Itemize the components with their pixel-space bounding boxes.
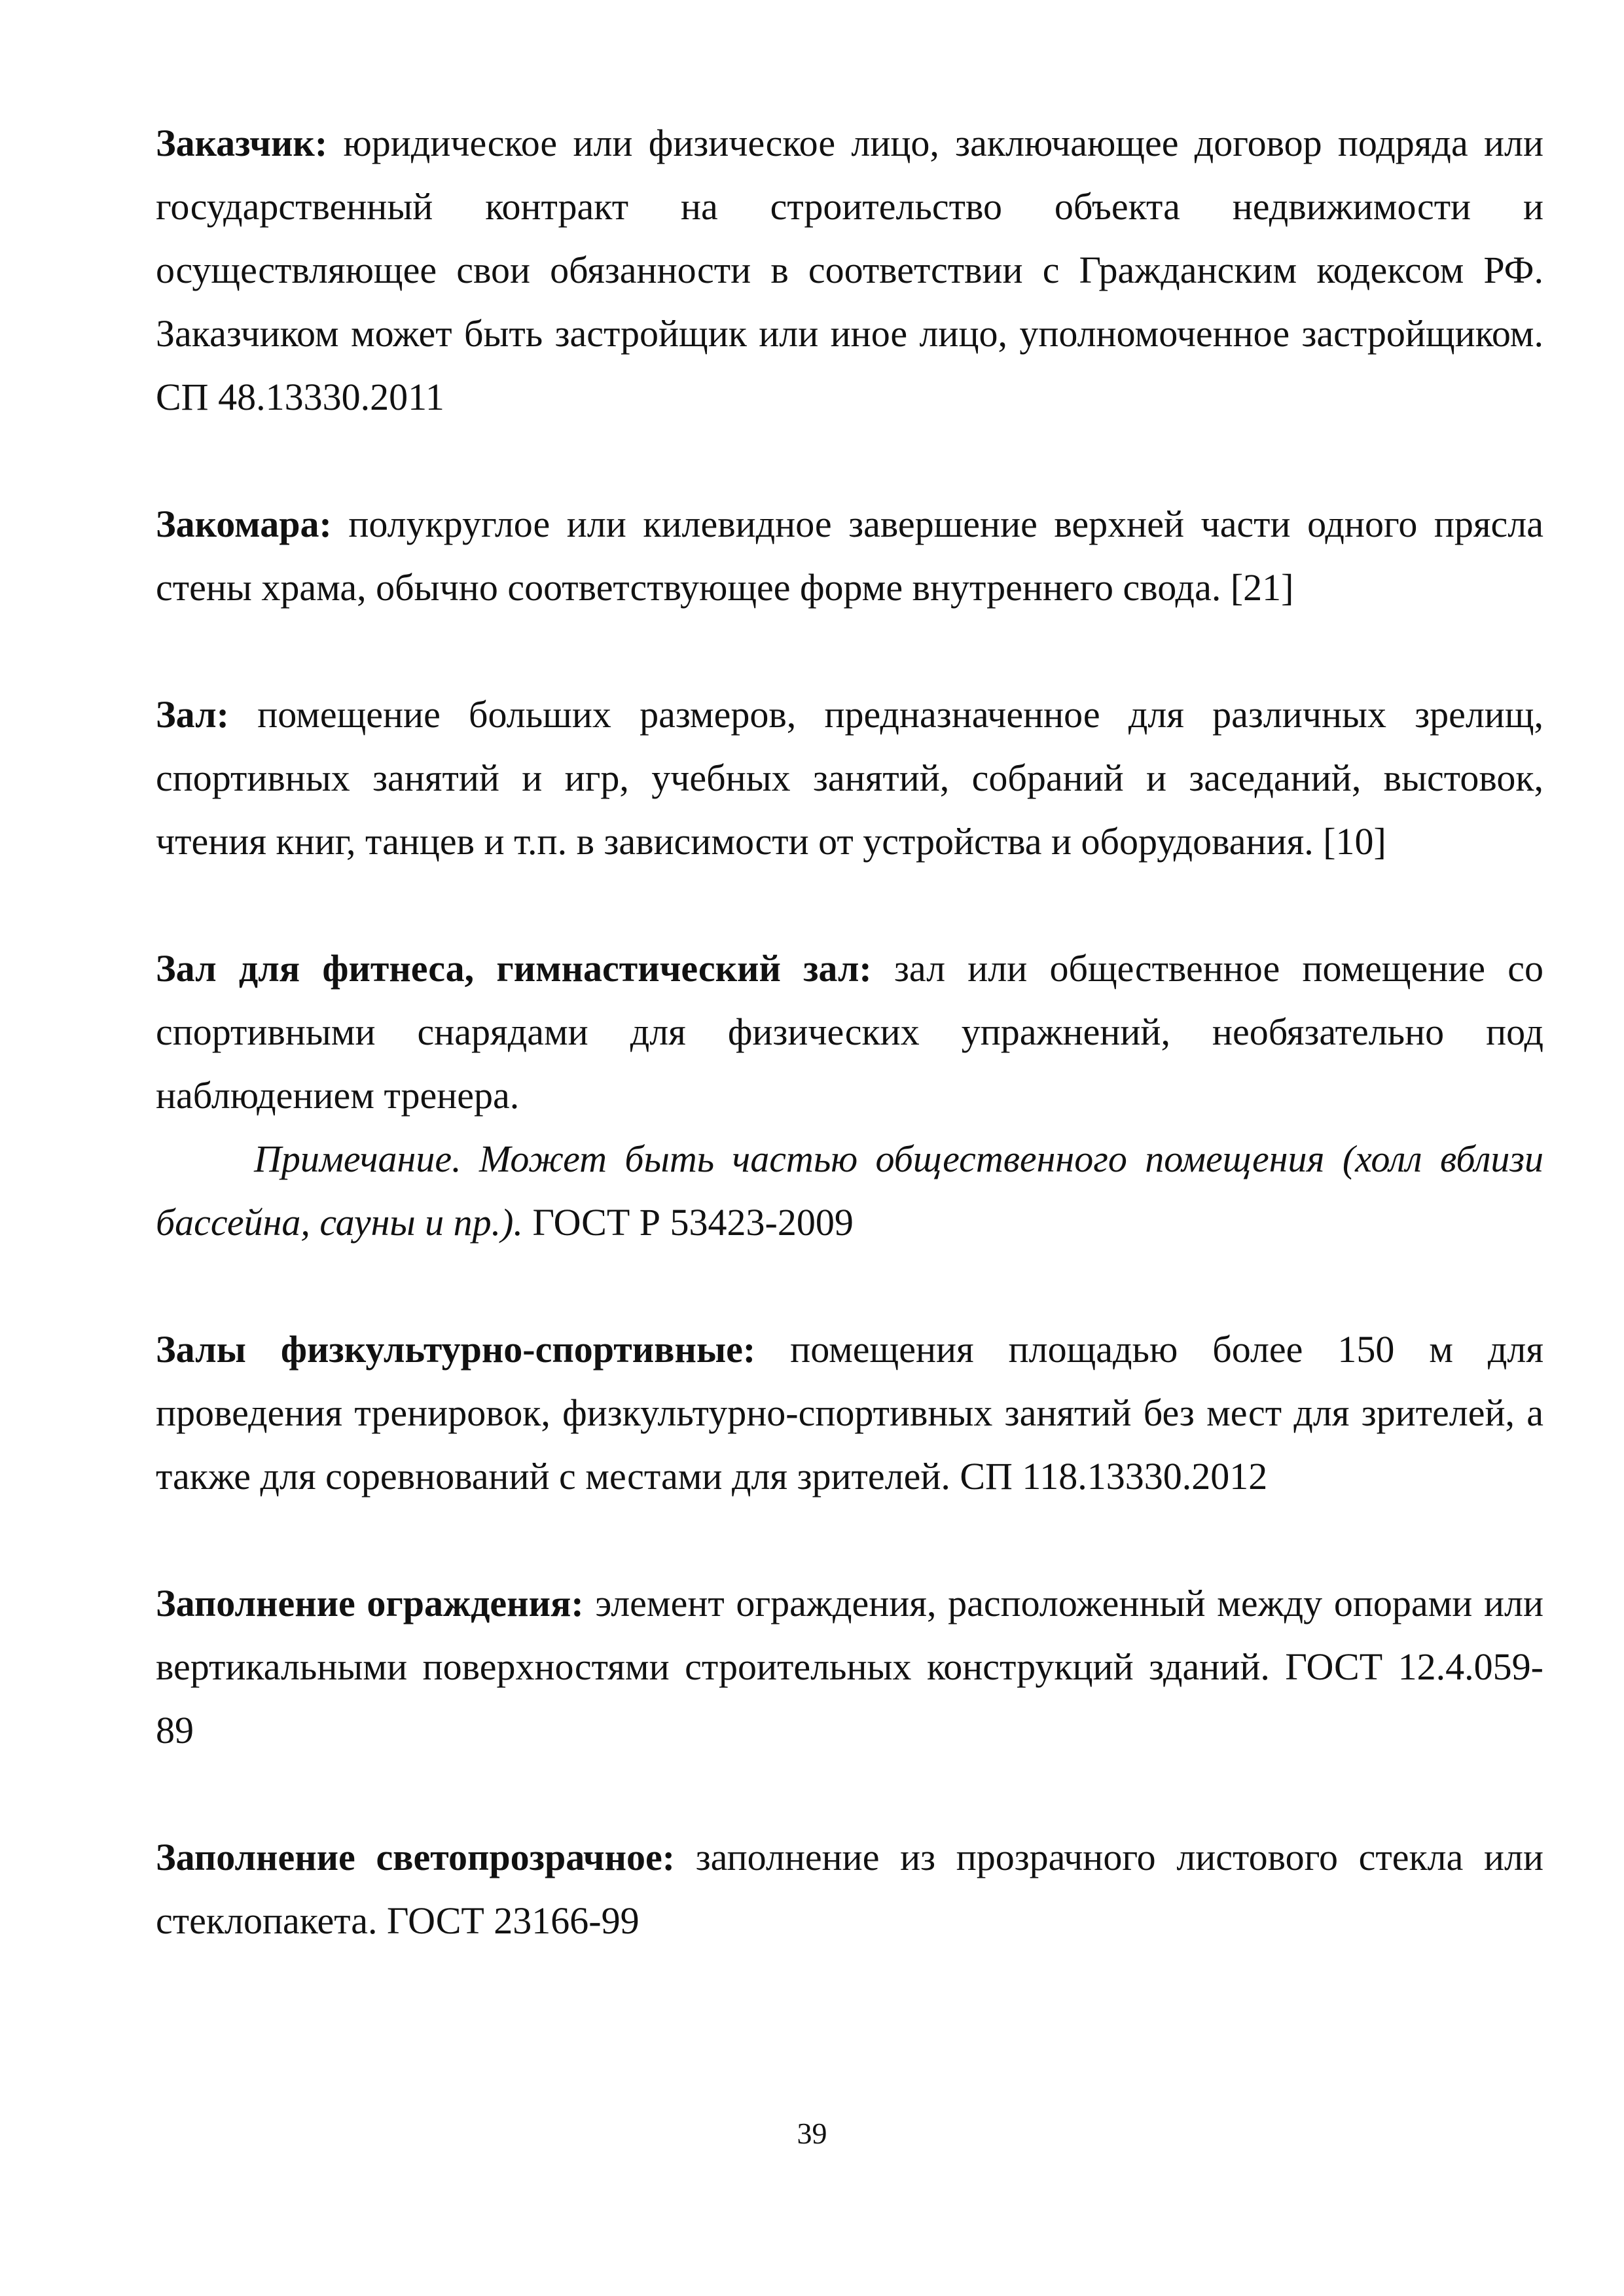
glossary-entry-zakomara (156, 492, 1543, 619)
document-page (156, 111, 1543, 1952)
glossary-entry-translucent-infill (156, 1825, 1543, 1952)
glossary-definition: элемент ограждения, расположенный между опорами или вертикальными поверхностями строительных конструкций зданий. ГОСТ 12.4.059-89 (156, 1582, 1544, 1751)
glossary-entry-zakazchik (156, 111, 1543, 429)
glossary-entry-fitness-hall (156, 937, 1543, 1127)
glossary-term: Зал: (156, 693, 229, 736)
glossary-term: Заказчик: (156, 122, 328, 164)
glossary-term: Закомара: (156, 503, 332, 545)
glossary-definition: помещения площадью более 150 м для проведения тренировок, физкультурно-спортивных занятий без мест для зрителей, а также для соревнований с местами для зрителей. СП 118.13330.2012 (156, 1328, 1543, 1498)
glossary-term: Зал для фитнеса, гимнастический зал: (156, 947, 872, 990)
glossary-definition: помещение больших размеров, предназначенное для различных зрелищ, спортивных занятий и игр, учебных занятий, собраний и заседаний, выстовок, чтения книг, танцев и т.п. в зависимости от устройства и оборудования. [10] (156, 693, 1543, 863)
note-text: Примечание. Может быть частью общественного помещения (холл вблизи бассейна, сауны и пр.). (156, 1138, 1543, 1244)
glossary-definition: юридическое или физическое лицо, заключающее договор подряда или государственный контракт на строительство объекта недвижимости и осуществляющее свои обязанности в соответствии с Гражданским кодексом РФ. Заказчиком может быть застройщик или иное лицо, уполномоченное застройщиком. СП 48.13330.2011 (156, 122, 1543, 418)
glossary-entry-fence-infill (156, 1571, 1543, 1762)
page-number: 39 (797, 2117, 827, 2150)
glossary-definition: зал или общественное помещение со спортивными снарядами для физических упражнений, необязательно под наблюдением тренера. (156, 947, 1543, 1117)
note-reference: ГОСТ Р 53423-2009 (523, 1201, 854, 1244)
glossary-definition: полукруглое или килевидное завершение верхней части одного прясла стены храма, обычно соответствующее форме внутреннего свода. [21] (156, 503, 1543, 609)
glossary-term: Заполнение светопрозрачное: (156, 1836, 676, 1878)
glossary-definition: заполнение из прозрачного листового стекла или стеклопакета. ГОСТ 23166-99 (156, 1836, 1544, 1942)
glossary-note (156, 1127, 1543, 1254)
glossary-entry-zal (156, 683, 1543, 873)
glossary-term: Заполнение ограждения: (156, 1582, 584, 1624)
glossary-entry-sports-halls (156, 1318, 1543, 1508)
glossary-term: Залы физкультурно-спортивные: (156, 1328, 756, 1371)
